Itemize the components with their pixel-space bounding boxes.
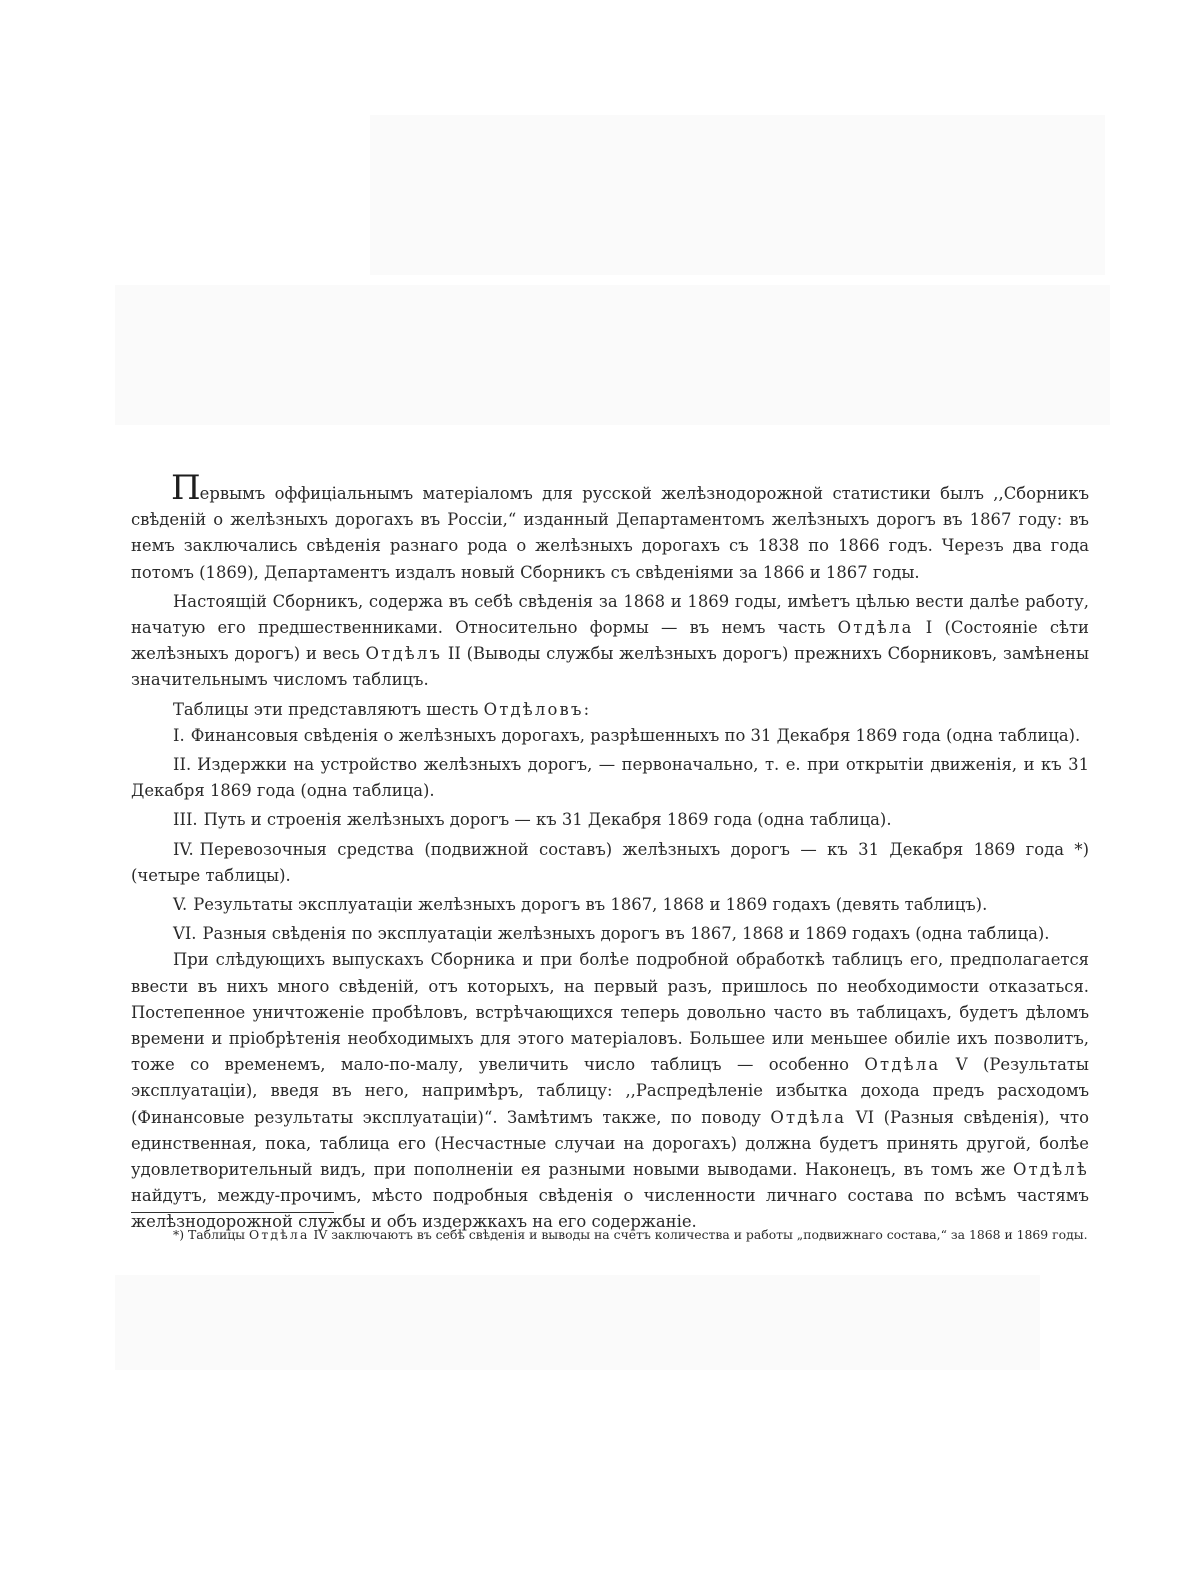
intro-text: ервымъ оффиціальнымъ матеріаломъ для русской желѣзнодорожной статистики былъ ,,Сборникъ свѣденій о желѣзныхъ дорогахъ въ Россіи,“ изданный Департаментомъ желѣзныхъ дорогъ въ 1867 году: въ немъ заключались свѣденія разнаго рода о желѣзныхъ дорогахъ съ 1838 по 1866 годъ. Черезъ два года потомъ (1869), Департаментъ издалъ новый Сборникъ съ свѣденіями за 1866 и 1867 годы. xyxy=(131,484,1089,582)
section-item xyxy=(131,752,1089,804)
section-numeral: I. xyxy=(173,725,185,745)
scope-paragraph xyxy=(131,589,1089,694)
section-text: Путь и строенія желѣзныхъ дорогъ — къ 31 Декабря 1869 года (одна таблица). xyxy=(203,810,892,830)
sections-intro xyxy=(131,697,1089,723)
footnote-text-1: *) Таблицы xyxy=(173,1227,249,1242)
section-item xyxy=(131,807,1089,833)
section-item xyxy=(131,892,1089,918)
closing-spaced-2: Отдѣла xyxy=(770,1107,847,1127)
section-text: Финансовыя свѣденія о желѣзныхъ дорогахъ, разрѣшенныхъ по 31 Декабря 1869 года (одна таблица). xyxy=(190,725,1081,745)
scope-spaced-1: Отдѣла xyxy=(837,618,914,638)
section-text: Результаты эксплуатаціи желѣзныхъ дорогъ въ 1867, 1868 и 1869 годахъ (девять таблицъ). xyxy=(193,895,988,915)
closing-text-4: найдутъ, между-прочимъ, мѣсто подробныя свѣденія о численности личнаго состава по всѣмъ частямъ желѣзнодорожной службы и объ издержкахъ на его содержаніе. xyxy=(131,1186,1089,1232)
closing-text-3: VI (Разныя свѣденія), что единственная, пока, таблица его (Несчастные случаи на дорогахъ) должна будетъ принять другой, болѣе удовлетворительный видъ, при пополненіи ея разными новыми выводами. Наконецъ, въ томъ же xyxy=(131,1107,1089,1180)
body-text xyxy=(131,468,1089,1236)
section-numeral: II. xyxy=(173,755,192,775)
footnote xyxy=(131,1224,1089,1245)
scan-tone-lower xyxy=(115,1275,1040,1370)
footnote-text-2: IV заключаютъ въ себѣ свѣденія и выводы на счетъ количества и работы „подвижнаго состава,“ за 1868 и 1869 годы. xyxy=(309,1227,1088,1242)
section-numeral: IV. xyxy=(173,839,194,859)
footnote-spaced: Отдѣла xyxy=(248,1227,310,1242)
section-text: Разныя свѣденія по эксплуатаціи желѣзныхъ дорогъ въ 1867, 1868 и 1869 годахъ (одна таблица). xyxy=(202,924,1050,944)
scan-tone-top xyxy=(370,115,1105,275)
closing-text-2: V (Результаты эксплуатаціи), введя въ него, напримѣръ, таблицу: ,,Распредѣленіе избытка дохода предъ расходомъ (Финансовые результаты эксплуатаціи)“. Замѣтимъ также, по поводу xyxy=(131,1055,1089,1127)
intro-paragraph xyxy=(131,468,1089,586)
sections-intro-spaced: Отдѣловъ xyxy=(483,699,584,719)
scope-text-2: I (Состояніе сѣти желѣзныхъ дорогъ) и весь xyxy=(131,618,1089,664)
closing-spaced-3: Отдѣлѣ xyxy=(1013,1160,1089,1180)
section-item xyxy=(131,723,1089,749)
scope-text-1: Настоящій Сборникъ, содержа въ себѣ свѣденія за 1868 и 1869 годы, имѣетъ цѣлью вести далѣе работу, начатую его предшественниками. Относительно формы — въ немъ часть xyxy=(131,591,1089,638)
section-numeral: V. xyxy=(173,895,188,915)
closing-text-1: При слѣдующихъ выпускахъ Сборника и при болѣе подробной обработкѣ таблицъ его, предполагается ввести въ нихъ много свѣденій, отъ которыхъ, на первый разъ, пришлось по необходимости отказаться. Постепенное уничтоженіе пробѣловъ, встрѣчающихся теперь довольно часто въ таблицахъ, будетъ дѣломъ времени и пріобрѣтенія необходимыхъ для этого матеріаловъ. Большее или меньшее обиліе ихъ позволитъ, тоже со временемъ, мало-по-малу, увеличить число таблицъ — особенно xyxy=(131,950,1089,1075)
scope-text-3: II (Выводы службы желѣзныхъ дорогъ) прежнихъ Сборниковъ, замѣнены значительнымъ числомъ таблицъ. xyxy=(131,644,1089,690)
section-numeral: III. xyxy=(173,810,198,830)
closing-paragraph xyxy=(131,947,1089,1235)
closing-spaced-1: Отдѣла xyxy=(864,1055,941,1075)
section-text: Перевозочныя средства (подвижной составъ) желѣзныхъ дорогъ — къ 31 Декабря 1869 года *) (четыре таблицы). xyxy=(131,839,1089,885)
footnote-divider xyxy=(131,1212,334,1213)
scan-tone-upper xyxy=(115,285,1110,425)
section-text: Издержки на устройство желѣзныхъ дорогъ, — первоначально, т. е. при открытіи движенія, и къ 31 Декабря 1869 года (одна таблица). xyxy=(131,755,1089,801)
drop-cap: П xyxy=(171,468,200,508)
section-item xyxy=(131,837,1089,889)
sections-list xyxy=(131,723,1089,948)
sections-intro-colon: : xyxy=(583,699,590,719)
section-numeral: VI. xyxy=(173,924,197,944)
section-item xyxy=(131,921,1089,947)
sections-intro-text: Таблицы эти представляютъ шесть xyxy=(173,699,484,719)
scope-spaced-2: Отдѣлъ xyxy=(365,644,443,664)
